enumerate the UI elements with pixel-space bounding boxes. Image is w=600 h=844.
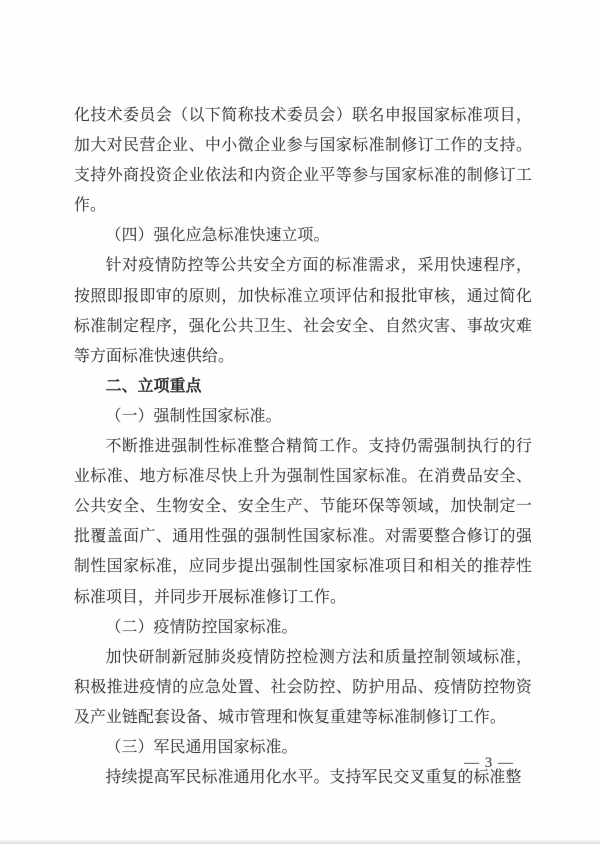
paragraph: 加快研制新冠肺炎疫情防控检测方法和质量控制领域标准，积极推进疫情的应急处置、社会防控、防护用品、疫情防控物资及产业链配套设备、城市管理和恢复重建等标准制修订工作。 [74,648,532,726]
paragraph: 针对疫情防控等公共安全方面的标准需求，采用快速程序，按照即报即审的原则，加快标准立项评估和报批审核，通过简化标准制定程序，强化公共卫生、社会安全、自然灾害、事故灾难等方面标准快速供给。 [74,257,532,365]
scan-shadow-bottom-edge [0,839,600,844]
sub-heading: （二）疫情防控国家标准。 [105,618,298,636]
sub-heading: （一）强制性国家标准。 [105,407,282,425]
sub-heading: （三）军民通用国家标准。 [105,738,298,756]
section-heading: 二、立项重点 [105,377,202,395]
paragraph: 不断推进强制性标准整合精简工作。支持仍需强制执行的行业标准、地方标准尽快上升为强制性国家标准。在消费品安全、公共安全、生物安全、安全生产、节能环保等领域，加快制定一批覆盖面广、通用性强的强制性国家标准。对需要整合修订的强制性国家标准，应同步提出强制性国家标准项目和相关的推荐性标准项目，并同步开展标准修订工作。 [74,438,532,606]
paragraph: 持续提高军民标准通用化水平。支持军民交叉重复的标准整 [105,769,522,787]
document-body [74,101,532,793]
sub-heading: （四）强化应急标准快速立项。 [105,227,330,245]
page-number: — 3 — [464,755,514,771]
paragraph: 化技术委员会（以下简称技术委员会）联名申报国家标准项目，加大对民营企业、中小微企业参与国家标准制修订工作的支持。支持外商投资企业依法和内资企业平等参与国家标准的制修订工作。 [74,107,532,215]
